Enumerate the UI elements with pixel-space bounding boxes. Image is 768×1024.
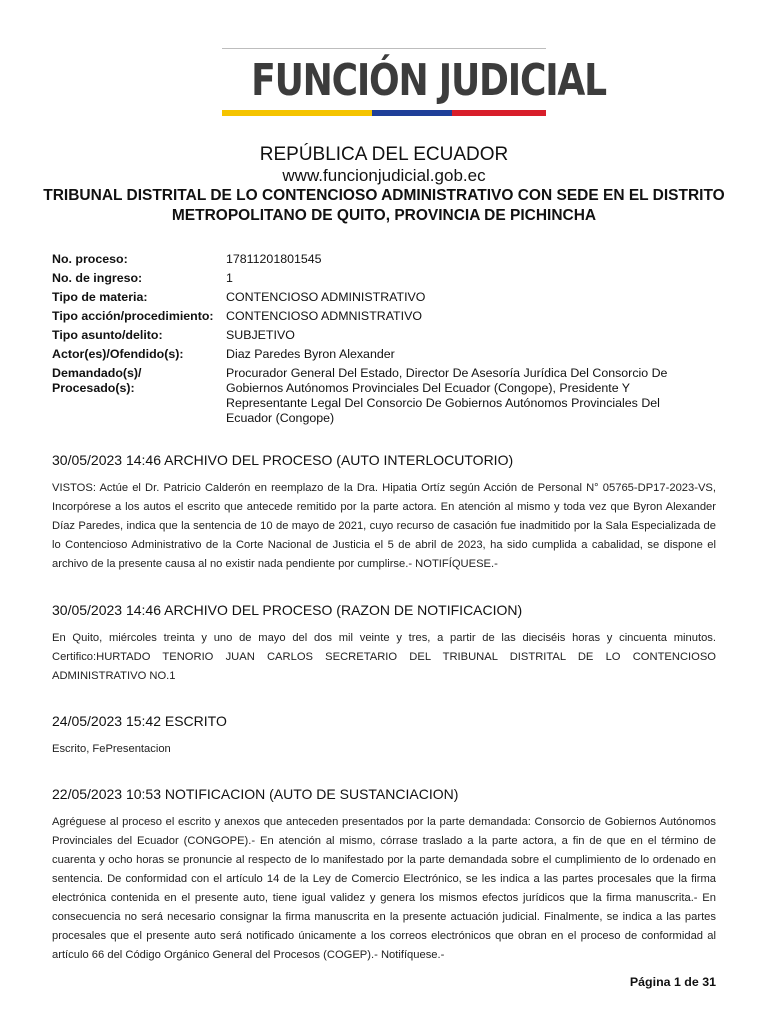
info-label: No. proceso: [52,252,128,266]
info-label: Actor(es)/Ofendido(s): [52,347,184,361]
info-row [52,309,732,324]
info-row [52,328,732,343]
info-row [52,252,732,267]
info-value: 1 [226,271,233,285]
case-info-table [52,252,732,430]
info-label: Tipo de materia: [52,290,148,304]
info-value: 17811201801545 [226,252,322,266]
entry-body: En Quito, miércoles treinta y uno de mayo del dos mil veinte y tres, a partir de las dieciséis horas y cincuenta minutos. Certifico:HURTADO TENORIO JUAN CARLOS SECRETARIO DEL TRIBUNAL DISTRITAL DE LO CONTENCIOSO ADMINISTRATIVO NO.1 [52,632,716,682]
case-entry [52,785,716,965]
info-value: Procurador General Del Estado, Director De Asesoría Jurídica Del Consorcio De Gobiernos Autónomos Provinciales Del Ecuador (Congope), Presidente Y Representante Legal Del Consorcio De Gobiernos Autónomos Provinciales Del Ecuador (Congope) [226,366,668,425]
republic-heading: REPÚBLICA DEL ECUADOR [259,144,509,165]
info-value: CONTENCIOSO ADMNISTRATIVO [226,309,422,323]
entry-title: 22/05/2023 10:53 NOTIFICACION (AUTO DE SUSTANCIACION) [52,786,459,802]
website-url: www.funcionjudicial.gob.ec [282,166,486,185]
info-row [52,290,732,305]
flag-yellow [222,110,372,116]
entry-body: VISTOS: Actúe el Dr. Patricio Calderón en reemplazo de la Dra. Hipatia Ortíz según Acción de Personal N° 05765-DP17-2023-VS, Incorpórese a los autos el escrito que antecede remitido por la parte actora. En atención al mismo y toda vez que Byron Alexander Díaz Paredes, indica que la sentencia de 10 de mayo de 2021, cuyo recurso de casación fue inadmitido por la Sala Especializada de lo Contencioso Administrativo de la Corte Nacional de Justicia el 5 de abril de 2023, ha sido cumplida a cabalidad, se dispone el archivo de la presente causa al no existir nada pendiente por cumplirse.- NOTIFÍQUESE.- [52,482,716,570]
info-row [52,347,732,362]
logo-text: FUNCIÓN JUDICIAL [251,55,606,106]
info-label: No. de ingreso: [52,271,143,285]
entry-body: Escrito, FePresentacion [52,743,171,755]
info-value: Diaz Paredes Byron Alexander [226,347,395,361]
info-label: Tipo asunto/delito: [52,328,163,342]
info-row [52,271,732,286]
flag-red [452,110,546,116]
case-entry [52,451,716,574]
info-label: Demandado(s)/ Procesado(s): [52,366,142,395]
logo-flag-stripe [222,110,546,116]
funcion-judicial-logo [222,48,606,118]
page-number: Página 1 de 31 [629,975,716,989]
entry-title: 30/05/2023 14:46 ARCHIVO DEL PROCESO (RAZON DE NOTIFICACION) [52,602,523,618]
entry-title: 30/05/2023 14:46 ARCHIVO DEL PROCESO (AUTO INTERLOCUTORIO) [52,452,514,468]
info-value: CONTENCIOSO ADMINISTRATIVO [226,290,426,304]
case-entry [52,601,716,686]
entry-title: 24/05/2023 15:42 ESCRITO [52,713,227,729]
tribunal-heading: TRIBUNAL DISTRITAL DE LO CONTENCIOSO ADMINISTRATIVO CON SEDE EN EL DISTRITO METROPOLITANO DE QUITO, PROVINCIA DE PICHINCHA [43,187,725,224]
flag-blue [372,110,452,116]
info-value: SUBJETIVO [226,328,295,342]
info-label: Tipo acción/procedimiento: [52,309,214,323]
logo-top-rule [222,48,546,49]
case-entry [52,712,716,759]
info-row [52,366,732,426]
entry-body: Agréguese al proceso el escrito y anexos que anteceden presentados por la parte demandada: Consorcio de Gobiernos Autónomos Provinciales del Ecuador (CONGOPE).- En atención al mismo, córrase traslado a la parte actora, a fin de que en el término de cuarenta y ocho horas se pronuncie al respecto de lo manifestado por la parte demandada sobre el cumplimiento de lo ordenado en sentencia. De conformidad con el artículo 14 de la Ley de Comercio Electrónico, se les indica a las partes procesales que la firma electrónica contenida en el presente auto, tiene igual validez y genera los mismos efectos jurídicos que la firma manuscrita.- En consecuencia no será necesario consignar la firma manuscrita en la presente actuación judicial. Finalmente, se indica a las partes procesales que el presente auto será notificado únicamente a los correos electrónicos que obran en el proceso de conformidad al artículo 66 del Código Orgánico General del Procesos (COGEP).- Notifíquese.- [52,816,716,961]
